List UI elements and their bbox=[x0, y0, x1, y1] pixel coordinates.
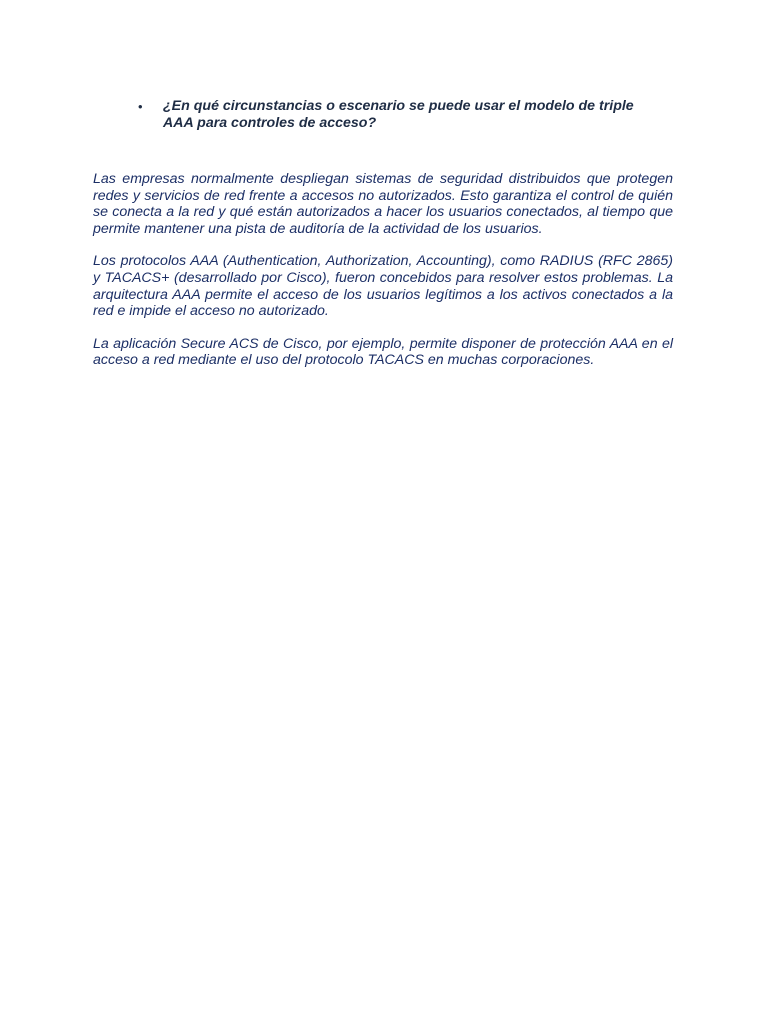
question-heading: ¿En qué circunstancias o escenario se puede usar el modelo de triple AAA para controles de acceso? bbox=[163, 98, 634, 131]
paragraph-3: La aplicación Secure ACS de Cisco, por ejemplo, permite disponer de protección AAA en el acceso a red mediante el uso del protocolo TACACS en muchas corporaciones. bbox=[93, 335, 673, 369]
bullet-icon: • bbox=[138, 99, 143, 114]
paragraph-2: Los protocolos AAA (Authentication, Authorization, Accounting), como RADIUS (RFC 2865) y TACACS+ (desarrollado por Cisco), fueron concebidos para resolver estos problemas. La arquitectura AAA permite el acceso de los usuarios legítimos a los activos conectados a la red e impide el acceso no autorizado. bbox=[93, 253, 673, 320]
paragraph-1: Las empresas normalmente despliegan sistemas de seguridad distribuidos que protegen redes y servicios de red frente a accesos no autorizados. Esto garantiza el control de quién se conecta a la red y qué están autorizados a hacer los usuarios conectados, al tiempo que permite mantener una pista de auditoría de la actividad de los usuarios. bbox=[93, 171, 673, 237]
question-list-item bbox=[138, 98, 658, 132]
answer-body bbox=[93, 171, 673, 385]
